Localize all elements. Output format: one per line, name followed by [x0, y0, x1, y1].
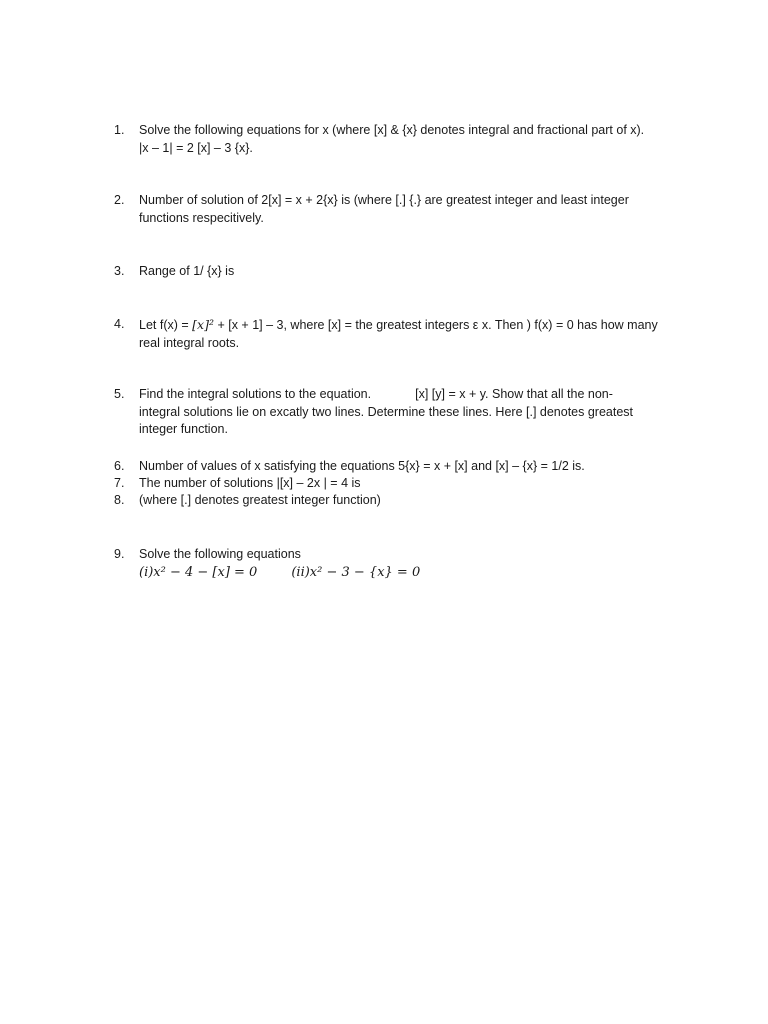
question-number: 3. — [114, 264, 125, 278]
question-text — [139, 386, 694, 404]
question-number: 8. — [114, 493, 125, 507]
question-3 — [114, 263, 694, 281]
question-text — [139, 316, 694, 335]
question-text-pre: Find the integral solutions to the equation. — [139, 387, 372, 401]
question-text: Number of values of x satisfying the equations 5{x} = x + [x] and [x] – {x} = 1/2 is. — [139, 459, 585, 473]
question-text: |x – 1| = 2 [x] – 3 {x}. — [139, 140, 253, 155]
equation-row — [139, 564, 694, 582]
question-text: Solve the following equations — [139, 547, 301, 561]
question-text: The number of solutions |[x] – 2x | = 4 is — [139, 476, 361, 490]
question-4 — [114, 316, 694, 352]
question-text: integral solutions lie on excatly two lines. Determine these lines. Here [.] denotes greatest — [139, 404, 634, 419]
question-number: 2. — [114, 193, 125, 207]
question-number: 7. — [114, 476, 125, 490]
question-text: Range of 1/ {x} is — [139, 264, 235, 278]
question-6 — [114, 458, 694, 476]
question-text: real integral roots. — [139, 335, 240, 350]
question-number: 6. — [114, 459, 125, 473]
math-expression: [x]² — [192, 317, 214, 332]
question-number: 9. — [114, 547, 125, 561]
question-8 — [114, 492, 694, 510]
question-number: 1. — [114, 123, 125, 137]
equation-i: (i)x² − 4 − [x] = 0 — [139, 564, 258, 580]
question-text: Number of solution of 2[x] = x + 2{x} is (where [.] {.} are greatest integer and least integer — [139, 193, 629, 207]
question-text: functions respecitively. — [139, 210, 264, 225]
question-9 — [114, 546, 694, 581]
question-text: Solve the following equations for x (where [x] & {x} denotes integral and fractional part of x). — [139, 123, 645, 137]
question-2 — [114, 192, 694, 227]
question-1 — [114, 122, 694, 157]
question-number: 5. — [114, 387, 125, 401]
question-text-post: + [x + 1] – 3, where [x] = the greatest integers ε x. Then ) f(x) = 0 has how many — [213, 318, 658, 332]
question-text-post: [x] [y] = x + y. Show that all the non- — [415, 387, 613, 401]
question-text: (where [.] denotes greatest integer function) — [139, 493, 381, 507]
question-number: 4. — [114, 317, 125, 331]
question-text: integer function. — [139, 422, 228, 436]
question-7 — [114, 475, 694, 493]
question-text-pre: Let f(x) = — [139, 318, 193, 332]
question-5 — [114, 386, 694, 439]
equation-ii: (ii)x² − 3 − {x} = 0 — [291, 564, 421, 580]
